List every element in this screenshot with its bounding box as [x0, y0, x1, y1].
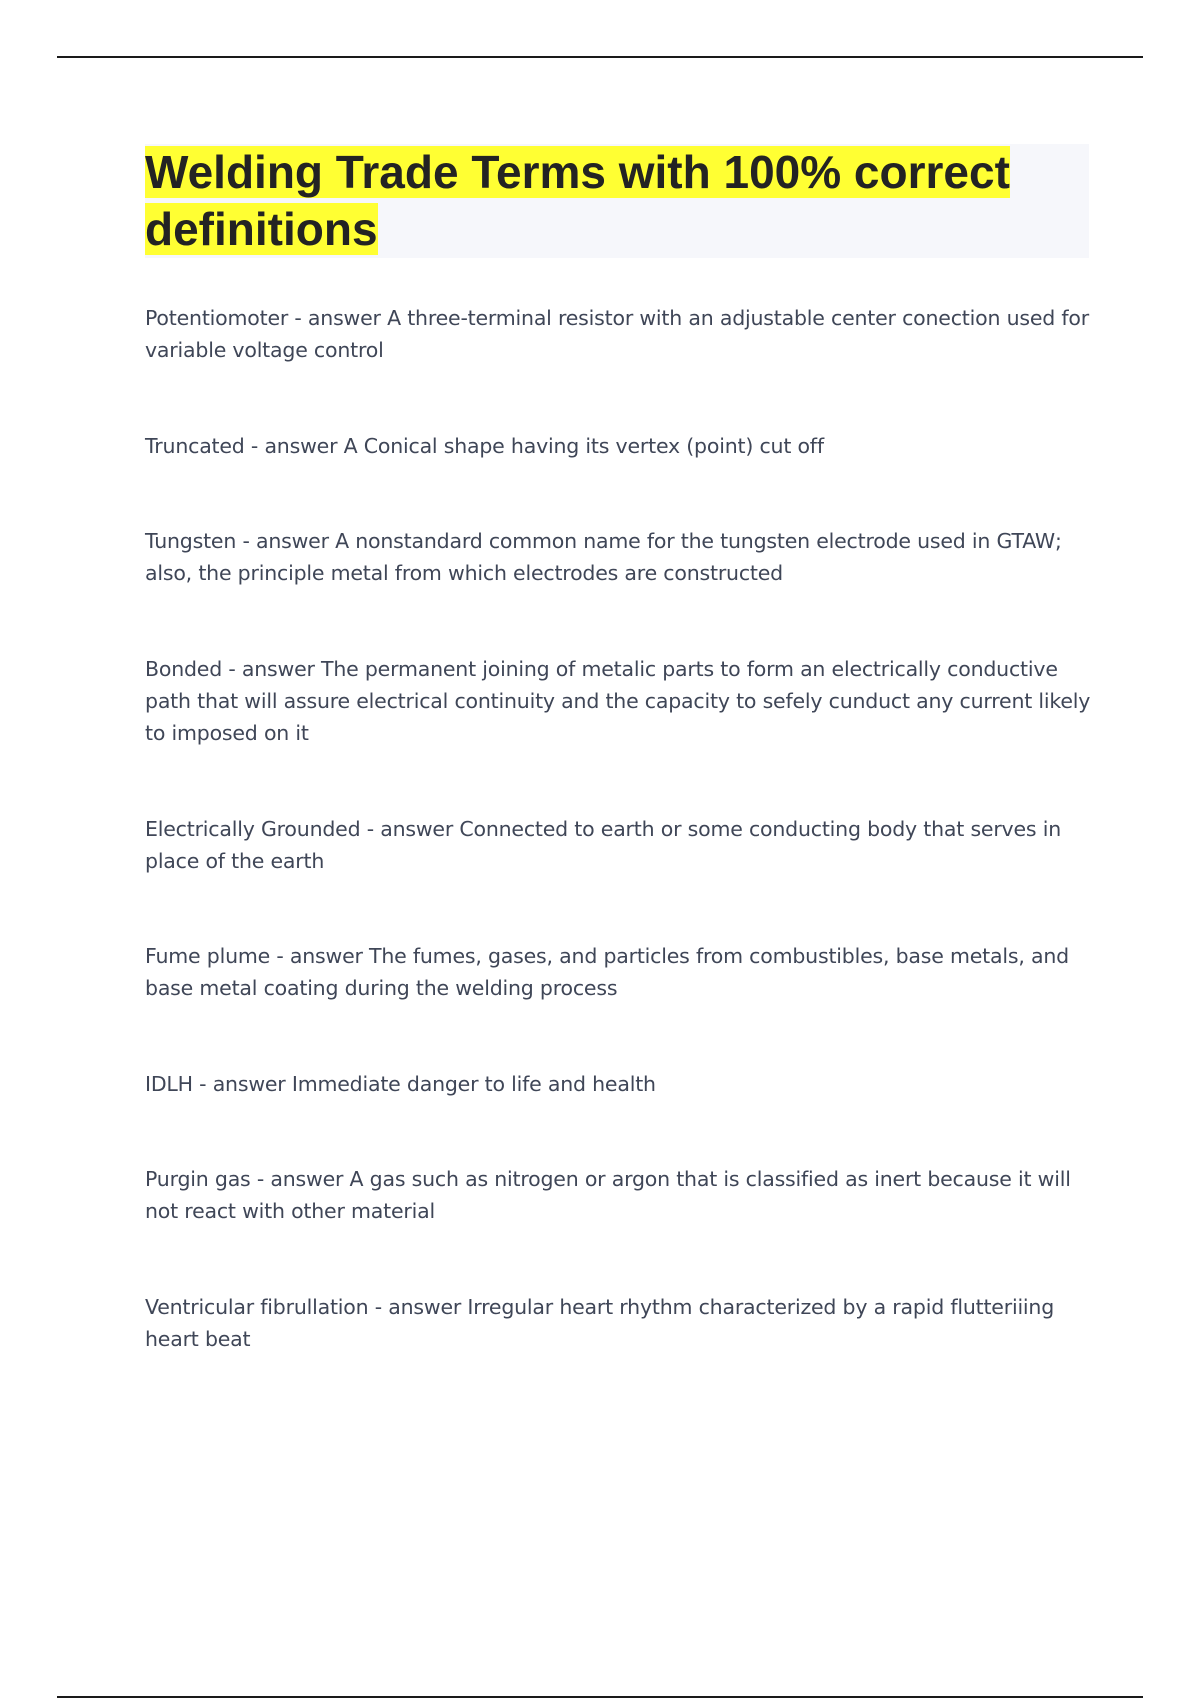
term-entry-fume-plume: Fume plume - answer The fumes, gases, and particles from combustibles, base metals, and base metal coating during the welding process	[145, 944, 1069, 1000]
term-entry-ventricular-fibrullation: Ventricular fibrullation - answer Irregular heart rhythm characterized by a rapid flutteriiing heart beat	[145, 1295, 1055, 1351]
term-entry-potentiomoter: Potentiomoter - answer A three-terminal resistor with an adjustable center conection used for variable voltage control	[145, 306, 1089, 362]
term-entry-idlh: IDLH - answer Immediate danger to life and health	[145, 1072, 656, 1096]
title-block	[145, 144, 1089, 258]
bottom-rule	[57, 1696, 1143, 1698]
term-entry-electrically-grounded: Electrically Grounded - answer Connected to earth or some conducting body that serves in place of the earth	[145, 817, 1061, 873]
term-entry-truncated: Truncated - answer A Conical shape having its vertex (point) cut off	[145, 434, 824, 458]
document-title	[145, 144, 1089, 258]
term-entry-tungsten: Tungsten - answer A nonstandard common name for the tungsten electrode used in GTAW; also, the principle metal from which electrodes are constructed	[145, 529, 1062, 585]
term-entry-bonded: Bonded - answer The permanent joining of metalic parts to form an electrically conductive path that will assure electrical continuity and the capacity to sefely cunduct any current likely to imposed on it	[145, 657, 1091, 745]
top-rule	[57, 56, 1143, 58]
term-entry-purgin-gas: Purgin gas - answer A gas such as nitrogen or argon that is classified as inert because it will not react with other material	[145, 1167, 1071, 1223]
document-title-text: Welding Trade Terms with 100% correct definitions	[145, 146, 1010, 255]
